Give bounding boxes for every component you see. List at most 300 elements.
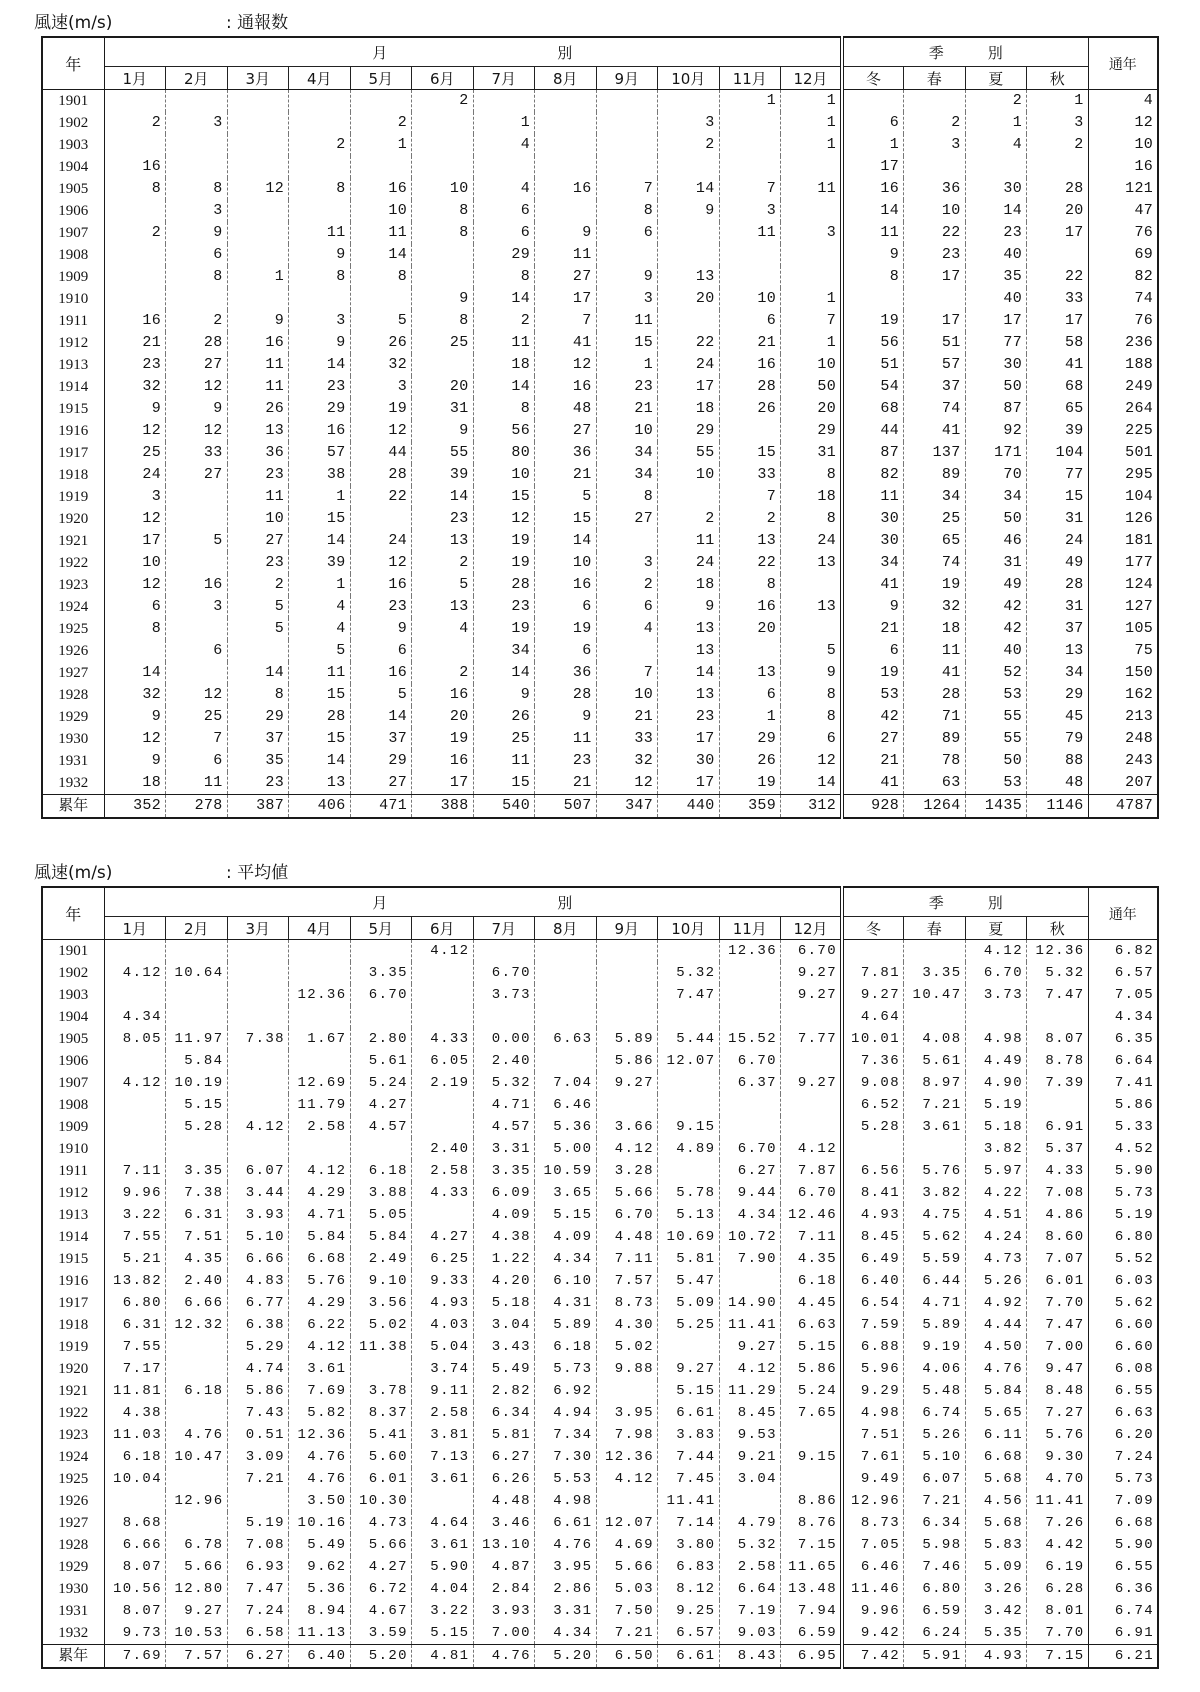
autumn-cell: 5.32 [1027,962,1089,984]
oct-cell: 3.83 [658,1424,720,1446]
dec-cell: 3 [781,222,843,244]
oct-cell: 7.44 [658,1446,720,1468]
year-cell: 1914 [42,376,104,398]
summer-cell: 35 [965,266,1027,288]
jun-cell: 13 [412,530,474,552]
spring-cell: 18 [904,618,966,640]
year-cell: 1909 [42,1116,104,1138]
summer-cell: 52 [965,662,1027,684]
aug-cell: 5.36 [535,1116,597,1138]
autumn-cell: 33 [1027,288,1089,310]
jan-cell: 3.22 [104,1204,166,1226]
nov-cell: 6.64 [719,1578,781,1600]
apr-cell: 39 [289,552,351,574]
feb-cell [166,1006,228,1028]
year-cell: 1912 [42,1182,104,1204]
dec-cell: 1 [781,288,843,310]
annual-cell: 7.41 [1088,1072,1158,1094]
spring-cell: 37 [904,376,966,398]
autumn-cell: 68 [1027,376,1089,398]
dec-cell: 6.95 [781,1645,843,1669]
apr-cell [289,940,351,963]
apr-cell: 15 [289,684,351,706]
spring-cell: 25 [904,508,966,530]
jan-cell: 8.07 [104,1600,166,1622]
autumn-cell: 5.76 [1027,1424,1089,1446]
jul-cell: 8 [473,398,535,420]
dec-cell: 7.77 [781,1028,843,1050]
nov-cell: 7 [719,486,781,508]
spring-cell: 3.61 [904,1116,966,1138]
winter-cell: 6.52 [842,1094,904,1116]
mar-cell [227,1006,289,1028]
oct-cell: 17 [658,376,720,398]
annual-cell: 82 [1088,266,1158,288]
dec-cell: 6.70 [781,940,843,963]
may-cell: 24 [350,530,412,552]
table-row [42,530,1158,552]
may-cell: 12 [350,420,412,442]
aug-cell: 6.46 [535,1094,597,1116]
year-cell: 1906 [42,1050,104,1072]
nov-cell [719,134,781,156]
oct-cell: 4.89 [658,1138,720,1160]
feb-cell [166,662,228,684]
annual-cell: 243 [1088,750,1158,772]
jan-cell: 8.05 [104,1028,166,1050]
spring-cell: 19 [904,574,966,596]
mar-cell: 4.12 [227,1116,289,1138]
feb-cell: 5.66 [166,1556,228,1578]
sep-cell: 7.98 [596,1424,658,1446]
table-title: 風速(m/s) [34,13,113,33]
may-cell: 26 [350,332,412,354]
apr-cell: 3 [289,310,351,332]
feb-cell: 2.40 [166,1270,228,1292]
winter-cell: 53 [842,684,904,706]
autumn-cell: 39 [1027,420,1089,442]
table-row [42,1138,1158,1160]
feb-cell: 10.53 [166,1622,228,1645]
winter-cell: 16 [842,178,904,200]
sep-cell: 4.30 [596,1314,658,1336]
monthly-group-label-1: 月 [372,893,388,912]
may-cell: 6.18 [350,1160,412,1182]
apr-cell [289,288,351,310]
table-row [42,1556,1158,1578]
sep-cell: 4.12 [596,1138,658,1160]
nov-cell: 16 [719,354,781,376]
jun-cell: 2 [412,552,474,574]
aug-cell [535,984,597,1006]
year-cell: 1931 [42,750,104,772]
year-cell: 1929 [42,1556,104,1578]
spring-cell: 32 [904,596,966,618]
winter-cell: 21 [842,750,904,772]
feb-cell: 6 [166,640,228,662]
spring-cell: 5.91 [904,1645,966,1669]
winter-cell: 6 [842,112,904,134]
aug-cell: 6 [535,596,597,618]
oct-cell: 18 [658,398,720,420]
nov-cell: 359 [719,795,781,819]
jan-cell: 12 [104,420,166,442]
may-cell: 4.57 [350,1116,412,1138]
may-cell: 8 [350,266,412,288]
aug-cell: 11 [535,728,597,750]
aug-cell: 16 [535,376,597,398]
month-header-nov: 11月 [719,67,781,90]
feb-cell: 5.84 [166,1050,228,1072]
sep-cell: 9.27 [596,1072,658,1094]
table-row [42,464,1158,486]
annual-cell: 104 [1088,486,1158,508]
apr-cell [289,90,351,113]
year-cell: 1916 [42,420,104,442]
feb-cell [166,984,228,1006]
feb-cell: 6.78 [166,1534,228,1556]
mar-cell: 6.77 [227,1292,289,1314]
annual-cell: 69 [1088,244,1158,266]
table-row [42,984,1158,1006]
mar-cell: 3.93 [227,1204,289,1226]
feb-cell: 5 [166,530,228,552]
apr-cell [289,1006,351,1028]
table-row [42,354,1158,376]
mar-cell: 387 [227,795,289,819]
mar-cell: 36 [227,442,289,464]
year-cell: 1925 [42,618,104,640]
month-header-jul: 7月 [473,67,535,90]
winter-cell: 7.81 [842,962,904,984]
jul-cell: 14 [473,376,535,398]
year-cell: 1901 [42,90,104,113]
spring-cell [904,288,966,310]
aug-cell: 16 [535,574,597,596]
summer-cell: 92 [965,420,1027,442]
dec-cell: 8 [781,464,843,486]
month-header-sep: 9月 [596,917,658,940]
table-row [42,1116,1158,1138]
feb-cell: 5.15 [166,1094,228,1116]
nov-cell: 20 [719,618,781,640]
sep-cell [596,90,658,113]
mar-cell [227,134,289,156]
summer-cell: 3.26 [965,1578,1027,1600]
feb-cell [166,1336,228,1358]
sep-cell: 4 [596,618,658,640]
spring-cell [904,90,966,113]
aug-cell: 5.73 [535,1358,597,1380]
may-cell: 22 [350,486,412,508]
oct-cell [658,486,720,508]
nov-cell: 8 [719,574,781,596]
may-cell: 471 [350,795,412,819]
may-cell: 23 [350,596,412,618]
spring-cell: 10 [904,200,966,222]
autumn-cell: 6.91 [1027,1116,1089,1138]
nov-cell [719,1116,781,1138]
mar-cell [227,222,289,244]
feb-cell: 2 [166,310,228,332]
nov-cell: 6.37 [719,1072,781,1094]
jan-cell: 8.68 [104,1512,166,1534]
aug-cell: 6.10 [535,1270,597,1292]
oct-cell [658,1336,720,1358]
jan-cell: 6.80 [104,1292,166,1314]
feb-cell: 7.51 [166,1226,228,1248]
oct-cell: 9 [658,200,720,222]
table-row [42,1314,1158,1336]
jun-cell: 4.93 [412,1292,474,1314]
sep-cell: 3 [596,552,658,574]
dec-cell: 12 [781,750,843,772]
autumn-cell: 8.07 [1027,1028,1089,1050]
apr-cell: 11.13 [289,1622,351,1645]
nov-cell: 9.21 [719,1446,781,1468]
autumn-cell: 45 [1027,706,1089,728]
jun-cell: 3.74 [412,1358,474,1380]
mar-cell: 26 [227,398,289,420]
autumn-cell: 7.70 [1027,1622,1089,1645]
feb-cell: 9 [166,398,228,420]
may-cell: 3.35 [350,962,412,984]
summer-cell: 17 [965,310,1027,332]
jan-cell: 17 [104,530,166,552]
winter-cell: 34 [842,552,904,574]
jun-cell [412,640,474,662]
winter-cell: 30 [842,530,904,552]
aug-cell: 2.86 [535,1578,597,1600]
dec-cell: 12.46 [781,1204,843,1226]
oct-cell: 9 [658,596,720,618]
mar-cell: 4.74 [227,1358,289,1380]
winter-cell: 5.96 [842,1358,904,1380]
dec-cell: 1 [781,332,843,354]
autumn-cell: 7.07 [1027,1248,1089,1270]
autumn-cell: 13 [1027,640,1089,662]
sep-cell: 34 [596,464,658,486]
may-cell: 9.10 [350,1270,412,1292]
table-row [42,1292,1158,1314]
may-cell: 4.67 [350,1600,412,1622]
sep-cell: 7 [596,178,658,200]
season-header-autumn: 秋 [1027,917,1089,940]
year-cell: 1915 [42,1248,104,1270]
jun-cell: 9.33 [412,1270,474,1292]
mean-speed-table [41,886,1159,1669]
jul-cell: 11 [473,750,535,772]
oct-cell [658,1072,720,1094]
spring-cell: 71 [904,706,966,728]
jun-cell [412,266,474,288]
autumn-cell: 4.33 [1027,1160,1089,1182]
nov-cell: 12.36 [719,940,781,963]
aug-cell: 41 [535,332,597,354]
jul-cell: 80 [473,442,535,464]
winter-cell: 8.41 [842,1182,904,1204]
jul-cell: 4.87 [473,1556,535,1578]
spring-cell: 23 [904,244,966,266]
sep-cell: 6 [596,222,658,244]
year-cell: 1928 [42,684,104,706]
annual-cell: 7.24 [1088,1446,1158,1468]
jul-cell: 3.46 [473,1512,535,1534]
jan-cell: 2 [104,112,166,134]
month-header-sep: 9月 [596,67,658,90]
table-row [42,486,1158,508]
jan-cell: 9.73 [104,1622,166,1645]
autumn-cell: 7.39 [1027,1072,1089,1094]
spring-cell: 8.97 [904,1072,966,1094]
autumn-cell: 1146 [1027,795,1089,819]
mar-cell [227,156,289,178]
winter-cell: 7.05 [842,1534,904,1556]
may-cell: 3.59 [350,1622,412,1645]
apr-cell: 4.76 [289,1468,351,1490]
dec-cell: 4.35 [781,1248,843,1270]
apr-cell: 2 [289,134,351,156]
mar-cell [227,90,289,113]
nov-cell: 21 [719,332,781,354]
may-cell: 12 [350,552,412,574]
feb-cell: 6.18 [166,1380,228,1402]
jul-cell: 3.04 [473,1314,535,1336]
annual-cell: 6.55 [1088,1556,1158,1578]
year-cell: 1922 [42,1402,104,1424]
dec-cell: 29 [781,420,843,442]
mar-cell: 6.27 [227,1645,289,1669]
jul-cell: 4.76 [473,1645,535,1669]
year-cell: 1918 [42,464,104,486]
jul-cell: 9 [473,684,535,706]
year-cell: 1923 [42,1424,104,1446]
annual-cell: 236 [1088,332,1158,354]
apr-cell [289,1138,351,1160]
year-cell: 1919 [42,486,104,508]
jan-cell: 32 [104,376,166,398]
oct-cell: 3.80 [658,1534,720,1556]
jun-cell: 3.61 [412,1468,474,1490]
apr-cell: 4.12 [289,1336,351,1358]
sep-cell [596,640,658,662]
feb-cell: 6.31 [166,1204,228,1226]
table-row [42,1226,1158,1248]
year-cell: 1913 [42,354,104,376]
jun-cell: 2.40 [412,1138,474,1160]
aug-cell: 17 [535,288,597,310]
apr-cell: 4.29 [289,1182,351,1204]
jun-cell: 17 [412,772,474,795]
jun-cell: 20 [412,706,474,728]
jul-cell: 4.48 [473,1490,535,1512]
autumn-cell: 8.48 [1027,1380,1089,1402]
annual-cell: 7.05 [1088,984,1158,1006]
annual-cell: 6.60 [1088,1336,1158,1358]
autumn-cell: 7.27 [1027,1402,1089,1424]
oct-cell: 14 [658,662,720,684]
month-header-jan: 1月 [104,67,166,90]
mar-cell: 7.43 [227,1402,289,1424]
winter-cell: 6.49 [842,1248,904,1270]
year-cell: 1904 [42,1006,104,1028]
month-header-jan: 1月 [104,917,166,940]
sep-cell [596,244,658,266]
feb-cell [166,1402,228,1424]
year-cell: 1901 [42,940,104,963]
mar-cell [227,200,289,222]
may-cell: 3.88 [350,1182,412,1204]
autumn-cell: 6.01 [1027,1270,1089,1292]
aug-cell: 28 [535,684,597,706]
sep-cell: 9 [596,266,658,288]
nov-cell: 13 [719,530,781,552]
winter-cell: 30 [842,508,904,530]
table-row [42,178,1158,200]
feb-cell: 6.66 [166,1292,228,1314]
annual-cell: 6.57 [1088,962,1158,984]
summer-cell: 23 [965,222,1027,244]
annual-cell: 105 [1088,618,1158,640]
mar-cell [227,112,289,134]
year-cell: 1930 [42,728,104,750]
dec-cell [781,200,843,222]
sep-cell: 10 [596,684,658,706]
dec-cell [781,574,843,596]
winter-cell: 14 [842,200,904,222]
mar-cell: 11 [227,486,289,508]
jul-cell: 6.09 [473,1182,535,1204]
nov-cell: 8.43 [719,1645,781,1669]
annual-cell: 127 [1088,596,1158,618]
jun-cell [412,354,474,376]
sep-cell: 5.66 [596,1182,658,1204]
mar-cell: 7.08 [227,1534,289,1556]
nov-cell: 15.52 [719,1028,781,1050]
jul-cell [473,940,535,963]
nov-cell [719,420,781,442]
table-row [42,640,1158,662]
spring-cell: 65 [904,530,966,552]
sep-cell: 6 [596,596,658,618]
summer-cell [965,156,1027,178]
jan-cell [104,266,166,288]
dec-cell: 13 [781,596,843,618]
nov-cell [719,112,781,134]
winter-cell: 928 [842,795,904,819]
table-row [42,728,1158,750]
feb-cell: 33 [166,442,228,464]
jul-cell: 3.93 [473,1600,535,1622]
nov-cell: 9.03 [719,1622,781,1645]
jan-cell: 25 [104,442,166,464]
apr-cell: 5.36 [289,1578,351,1600]
oct-cell: 6.61 [658,1402,720,1424]
jan-cell: 6 [104,596,166,618]
summer-cell: 1 [965,112,1027,134]
aug-cell: 4.94 [535,1402,597,1424]
summer-cell: 3.73 [965,984,1027,1006]
jun-cell: 7.13 [412,1446,474,1468]
month-header-feb: 2月 [166,67,228,90]
mar-cell: 1 [227,266,289,288]
jul-cell: 19 [473,530,535,552]
aug-cell: 27 [535,420,597,442]
jan-cell [104,984,166,1006]
dec-cell: 312 [781,795,843,819]
jan-cell: 8 [104,618,166,640]
annual-cell: 5.86 [1088,1094,1158,1116]
